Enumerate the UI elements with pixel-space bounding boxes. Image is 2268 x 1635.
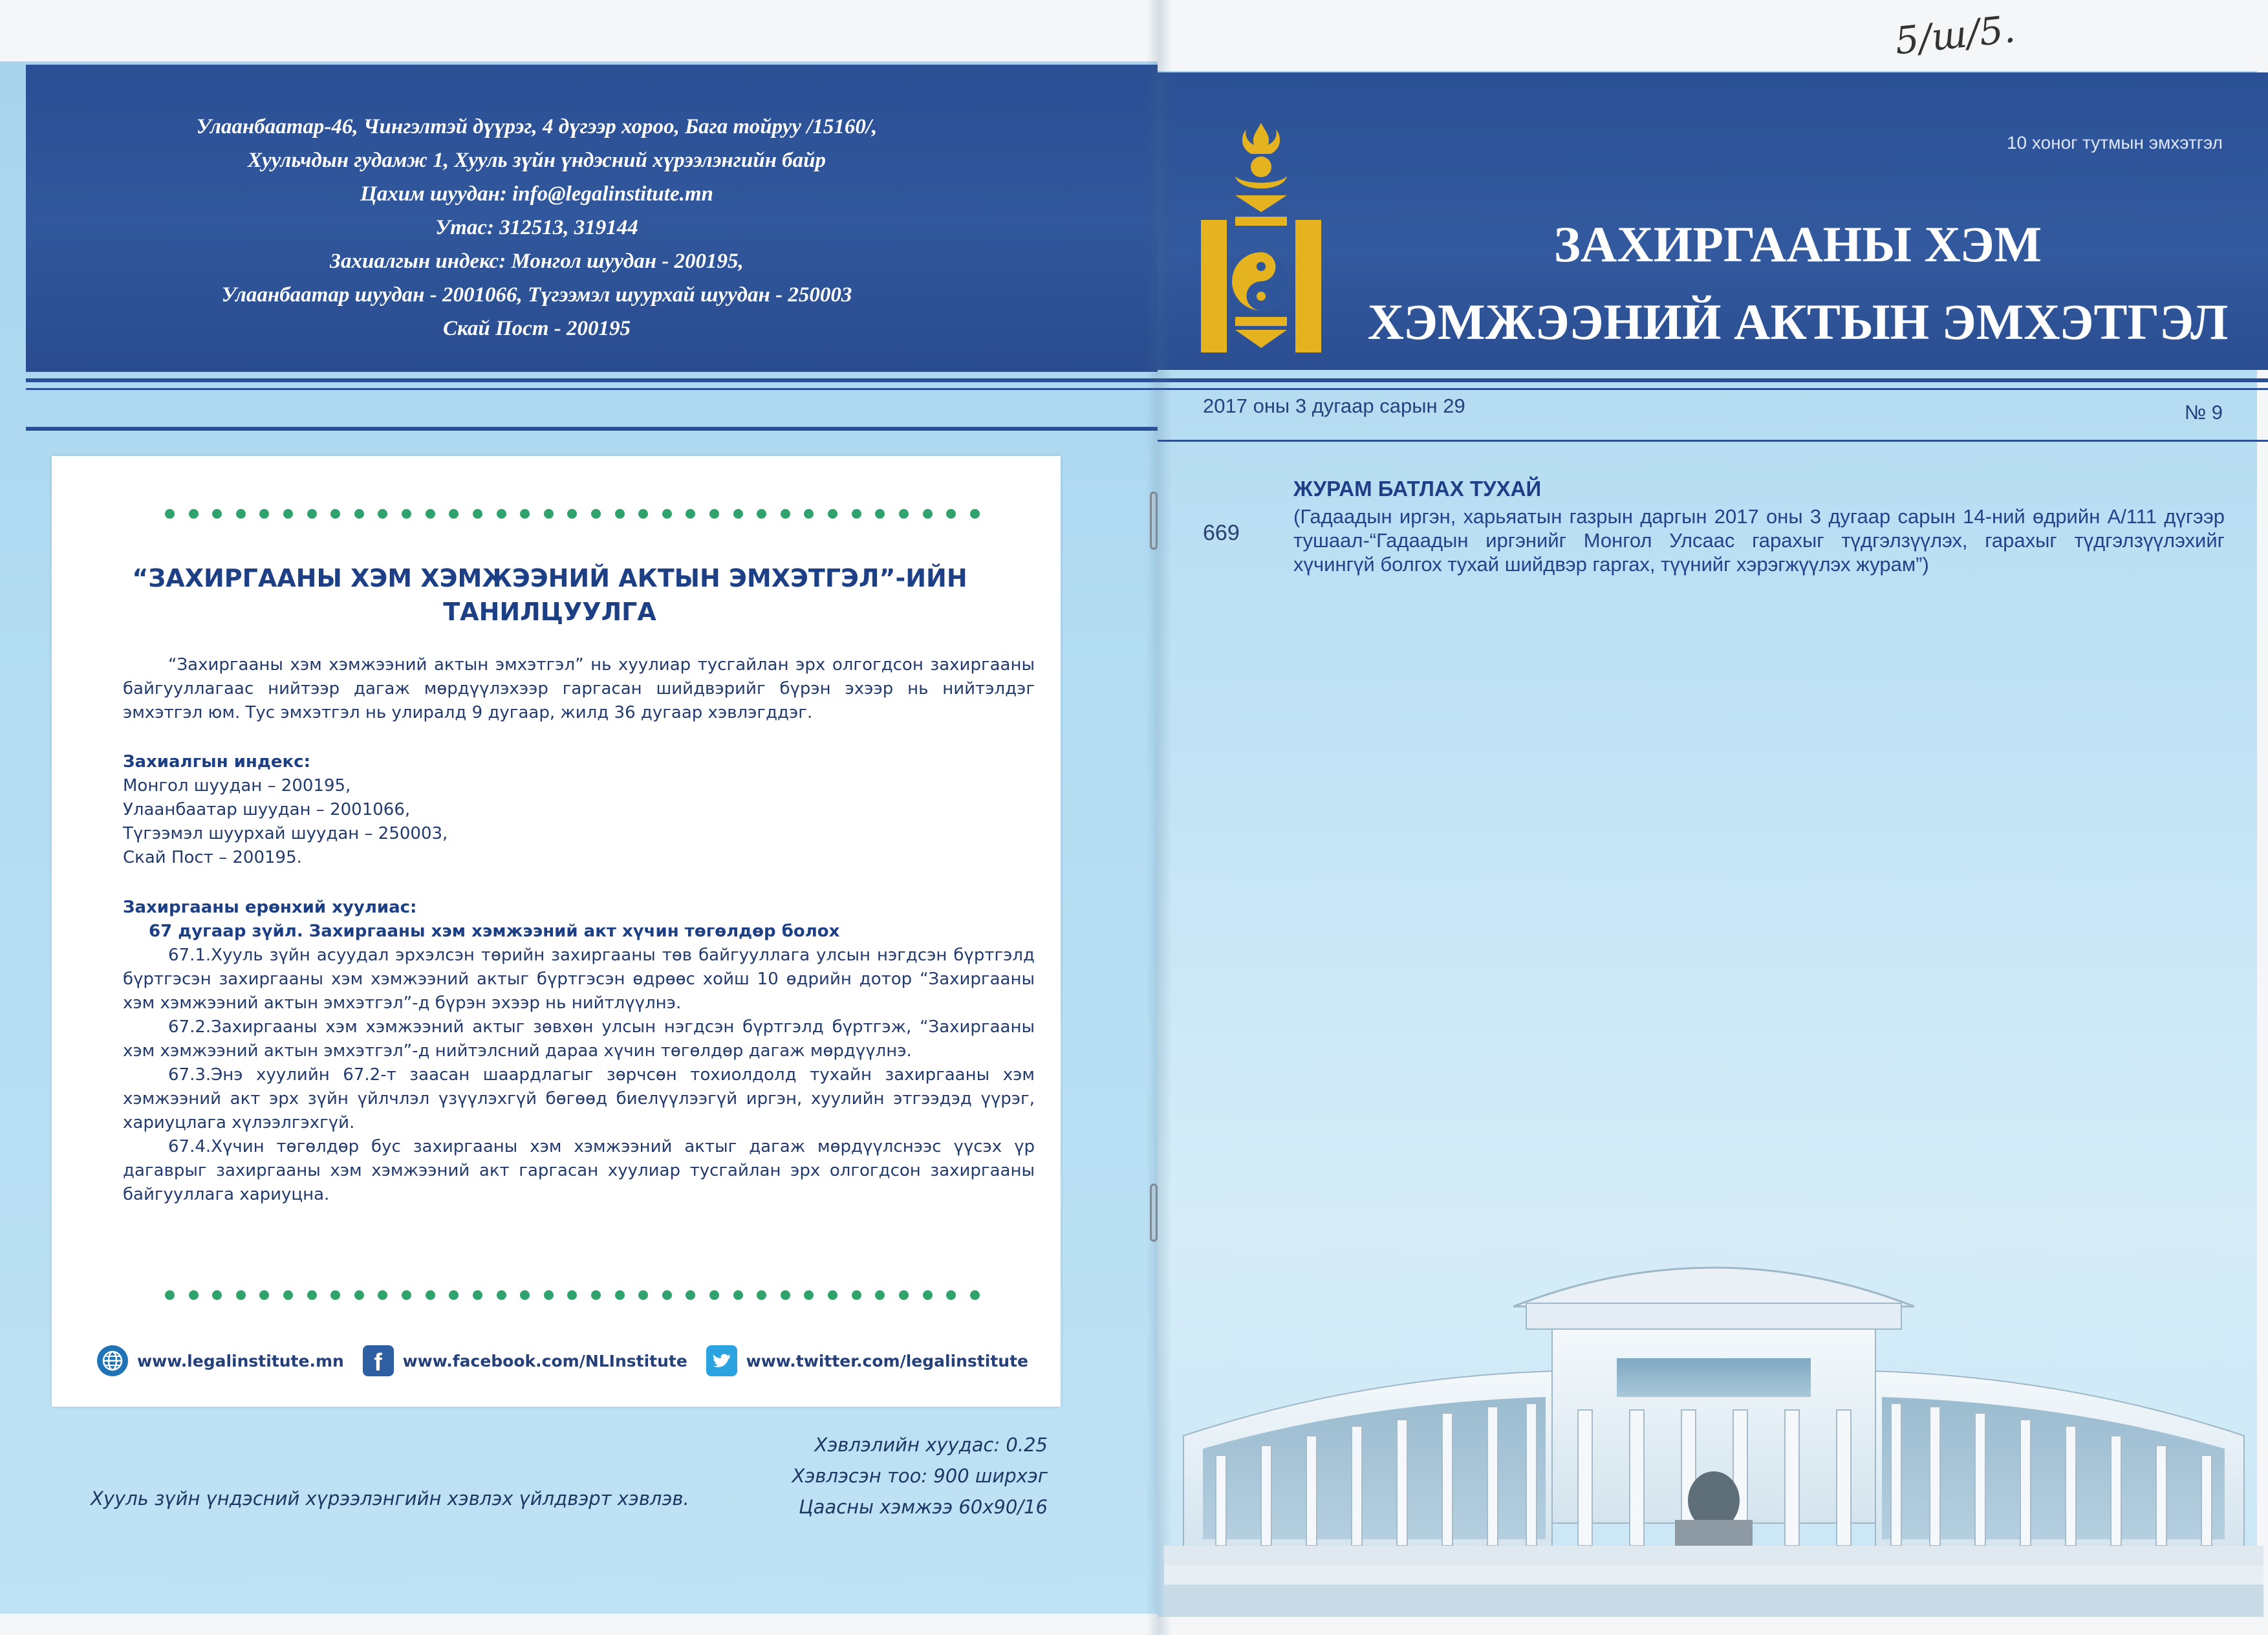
publication-frequency: 10 хоног тутмын эмхэтгэл	[2006, 133, 2223, 153]
journal-title-line: ЗАХИРГААНЫ ХЭМ	[1553, 216, 2042, 272]
print-specs	[647, 1429, 1048, 1522]
soyombo-emblem-icon	[1200, 123, 1323, 362]
twitter-icon	[706, 1345, 737, 1376]
law-heading: Захиргааны ерөнхий хуулиас:	[123, 898, 417, 917]
website-link[interactable]	[97, 1345, 344, 1376]
stripe	[1158, 440, 2268, 442]
index-line: Скай Пост – 200195.	[123, 848, 302, 867]
index-line: Монгол шуудан – 200195,	[123, 776, 351, 796]
index-heading: Захиалгын индекс:	[123, 752, 310, 772]
index-line: Улаанбаатар шуудан – 2001066,	[123, 800, 411, 819]
journal-title	[1355, 206, 2241, 361]
panel-title-line: “ЗАХИРГААНЫ ХЭМ ХЭМЖЭЭНИЙ АКТЫН ЭМХЭТГЭЛ”-ИЙН	[132, 564, 967, 592]
issue-number: № 9	[2184, 401, 2223, 424]
website-link-text: www.legalinstitute.mn	[137, 1351, 344, 1370]
introduction-panel	[52, 456, 1061, 1407]
article-paragraph: 67.3.Энэ хуулийн 67.2-т заасан шаардлагыг зөрчсөн тохиолдолд тухайн захиргааны хэм хэмжээний акт эрх зүйн үйлчлэл үзүүлэхгүй бөгөөд биелүүлээгүй иргэн, хуулийн этгээдэд үүрэг, хариуцлага хүлээлгэхгүй.	[123, 1065, 1035, 1132]
address-line: Хуульчдын гудамж 1, Хууль зүйн үндэсний хүрээлэнгийн байр	[247, 149, 826, 172]
facebook-link-text: www.facebook.com/NLInstitute	[402, 1351, 687, 1370]
issue-date: 2017 оны 3 дугаар сарын 29	[1203, 395, 1465, 417]
print-spec-line: Хэвлэлийн хуудас: 0.25	[814, 1434, 1048, 1456]
print-spec-line: Хэвлэсэн тоо: 900 ширхэг	[792, 1465, 1048, 1487]
handwritten-note: 5/ш/5.	[1892, 6, 2018, 63]
email-line: Цахим шуудан: info@legalinstitute.mn	[360, 182, 713, 206]
address-line: Улаанбаатар-46, Чингэлтэй дүүрэг, 4 дүгээр хороо, Бага тойруу /15160/,	[196, 115, 878, 138]
dotted-divider-bottom	[165, 1290, 980, 1303]
phone-line: Утас: 312513, 319144	[435, 216, 638, 239]
subscription-index-line: Захиалгын индекс: Монгол шуудан - 200195,	[330, 250, 744, 273]
panel-title	[129, 561, 970, 629]
article-paragraph: 67.1.Хууль зүйн асуудал эрхэлсэн төрийн захиргааны төв байгууллага улсын нэгдсэн бүртгэлд бүртгэсэн захиргааны хэм хэмжээний актыг бүртгэсэн өдрөөс хойш 10 өдрийн дотор “Захиргааны хэм хэмжээний актын эмхэтгэл”-д бүрэн эхээр нь нийтлүүлнэ.	[123, 946, 1035, 1013]
article-paragraph: 67.2.Захиргааны хэм хэмжээний актыг зөвхөн улсын нэгдсэн бүртгэлд бүртгэж, “Захиргааны хэм хэмжээний актын эмхэтгэл”-д нийтэлсний дараа хүчин төгөлдөр дагаж мөрдүүлнэ.	[123, 1017, 1035, 1061]
toc-entry-title: ЖУРАМ БАТЛАХ ТУХАЙ	[1293, 477, 1542, 501]
panel-title-line: ТАНИЛЦУУЛГА	[443, 598, 656, 626]
article-heading: 67 дугаар зүйл. Захиргааны хэм хэмжээний акт хүчин төгөлдөр болох	[149, 922, 840, 941]
staple	[1150, 1184, 1158, 1242]
panel-intro	[123, 653, 1035, 725]
facebook-icon: f	[363, 1345, 394, 1376]
dotted-divider-top	[165, 509, 980, 522]
staple	[1150, 492, 1158, 550]
web-links	[97, 1345, 1028, 1376]
law-excerpt	[123, 896, 1035, 1207]
print-spec-line: Цаасны хэмжээ 60х90/16	[799, 1496, 1048, 1518]
toc-page-number: 669	[1203, 521, 1240, 545]
subscription-index-line: Улаанбаатар шуудан - 2001066, Түгээмэл шуурхай шуудан - 250003	[221, 283, 852, 307]
address-block	[116, 110, 957, 345]
journal-title-line: ХЭМЖЭЭНИЙ АКТЫН ЭМХЭТГЭЛ	[1367, 294, 2229, 350]
stripe	[26, 427, 1158, 431]
subscription-index	[123, 750, 1035, 870]
subscription-index-line: Скай Пост - 200195	[443, 317, 631, 340]
facebook-link[interactable]	[363, 1345, 687, 1376]
printing-house-line: Хууль зүйн үндэсний хүрээлэнгийн хэвлэх үйлдвэрт хэвлэв.	[91, 1488, 689, 1510]
article-paragraph: 67.4.Хүчин төгөлдөр бус захиргааны хэм хэмжээний актыг дагаж мөрдүүлснээс үүсэх үр дагаврыг захиргааны хэм хэмжээний акт гаргасан хуулиар тусгайлан эрх олгогдсон захиргааны байгууллага хариуцна.	[123, 1137, 1035, 1204]
toc-entry-description: (Гадаадын иргэн, харьяатын газрын даргын 2017 оны 3 дугаар сарын 14-ний өдрийн А/111 дүгээр тушаал-“Гадаадын иргэнийг Монгол Улсаас гарахыг түдгэлзүүлэх, гарахыг түдгэлзүүлэхийг хүчингүй болгох тухай шийдвэр гаргах, түүнийг хэрэгжүүлэх журам”)	[1293, 505, 2225, 576]
twitter-link[interactable]	[706, 1345, 1028, 1376]
index-line: Түгээмэл шуурхай шуудан – 250003,	[123, 824, 448, 843]
twitter-link-text: www.twitter.com/legalinstitute	[746, 1351, 1028, 1370]
government-palace-image	[1164, 1216, 2263, 1617]
globe-icon	[97, 1345, 128, 1376]
intro-paragraph: “Захиргааны хэм хэмжээний актын эмхэтгэл” нь хуулиар тусгайлан эрх олгогдсон захиргааны байгууллагаас нийтээр дагаж мөрдүүлэхээр гаргасан шийдвэрийг бүрэн эхээр нь нийтэлдэг эмхэтгэл юм. Тус эмхэтгэл нь улиралд 9 дугаар, жилд 36 дугаар хэвлэгддэг.	[123, 655, 1035, 722]
